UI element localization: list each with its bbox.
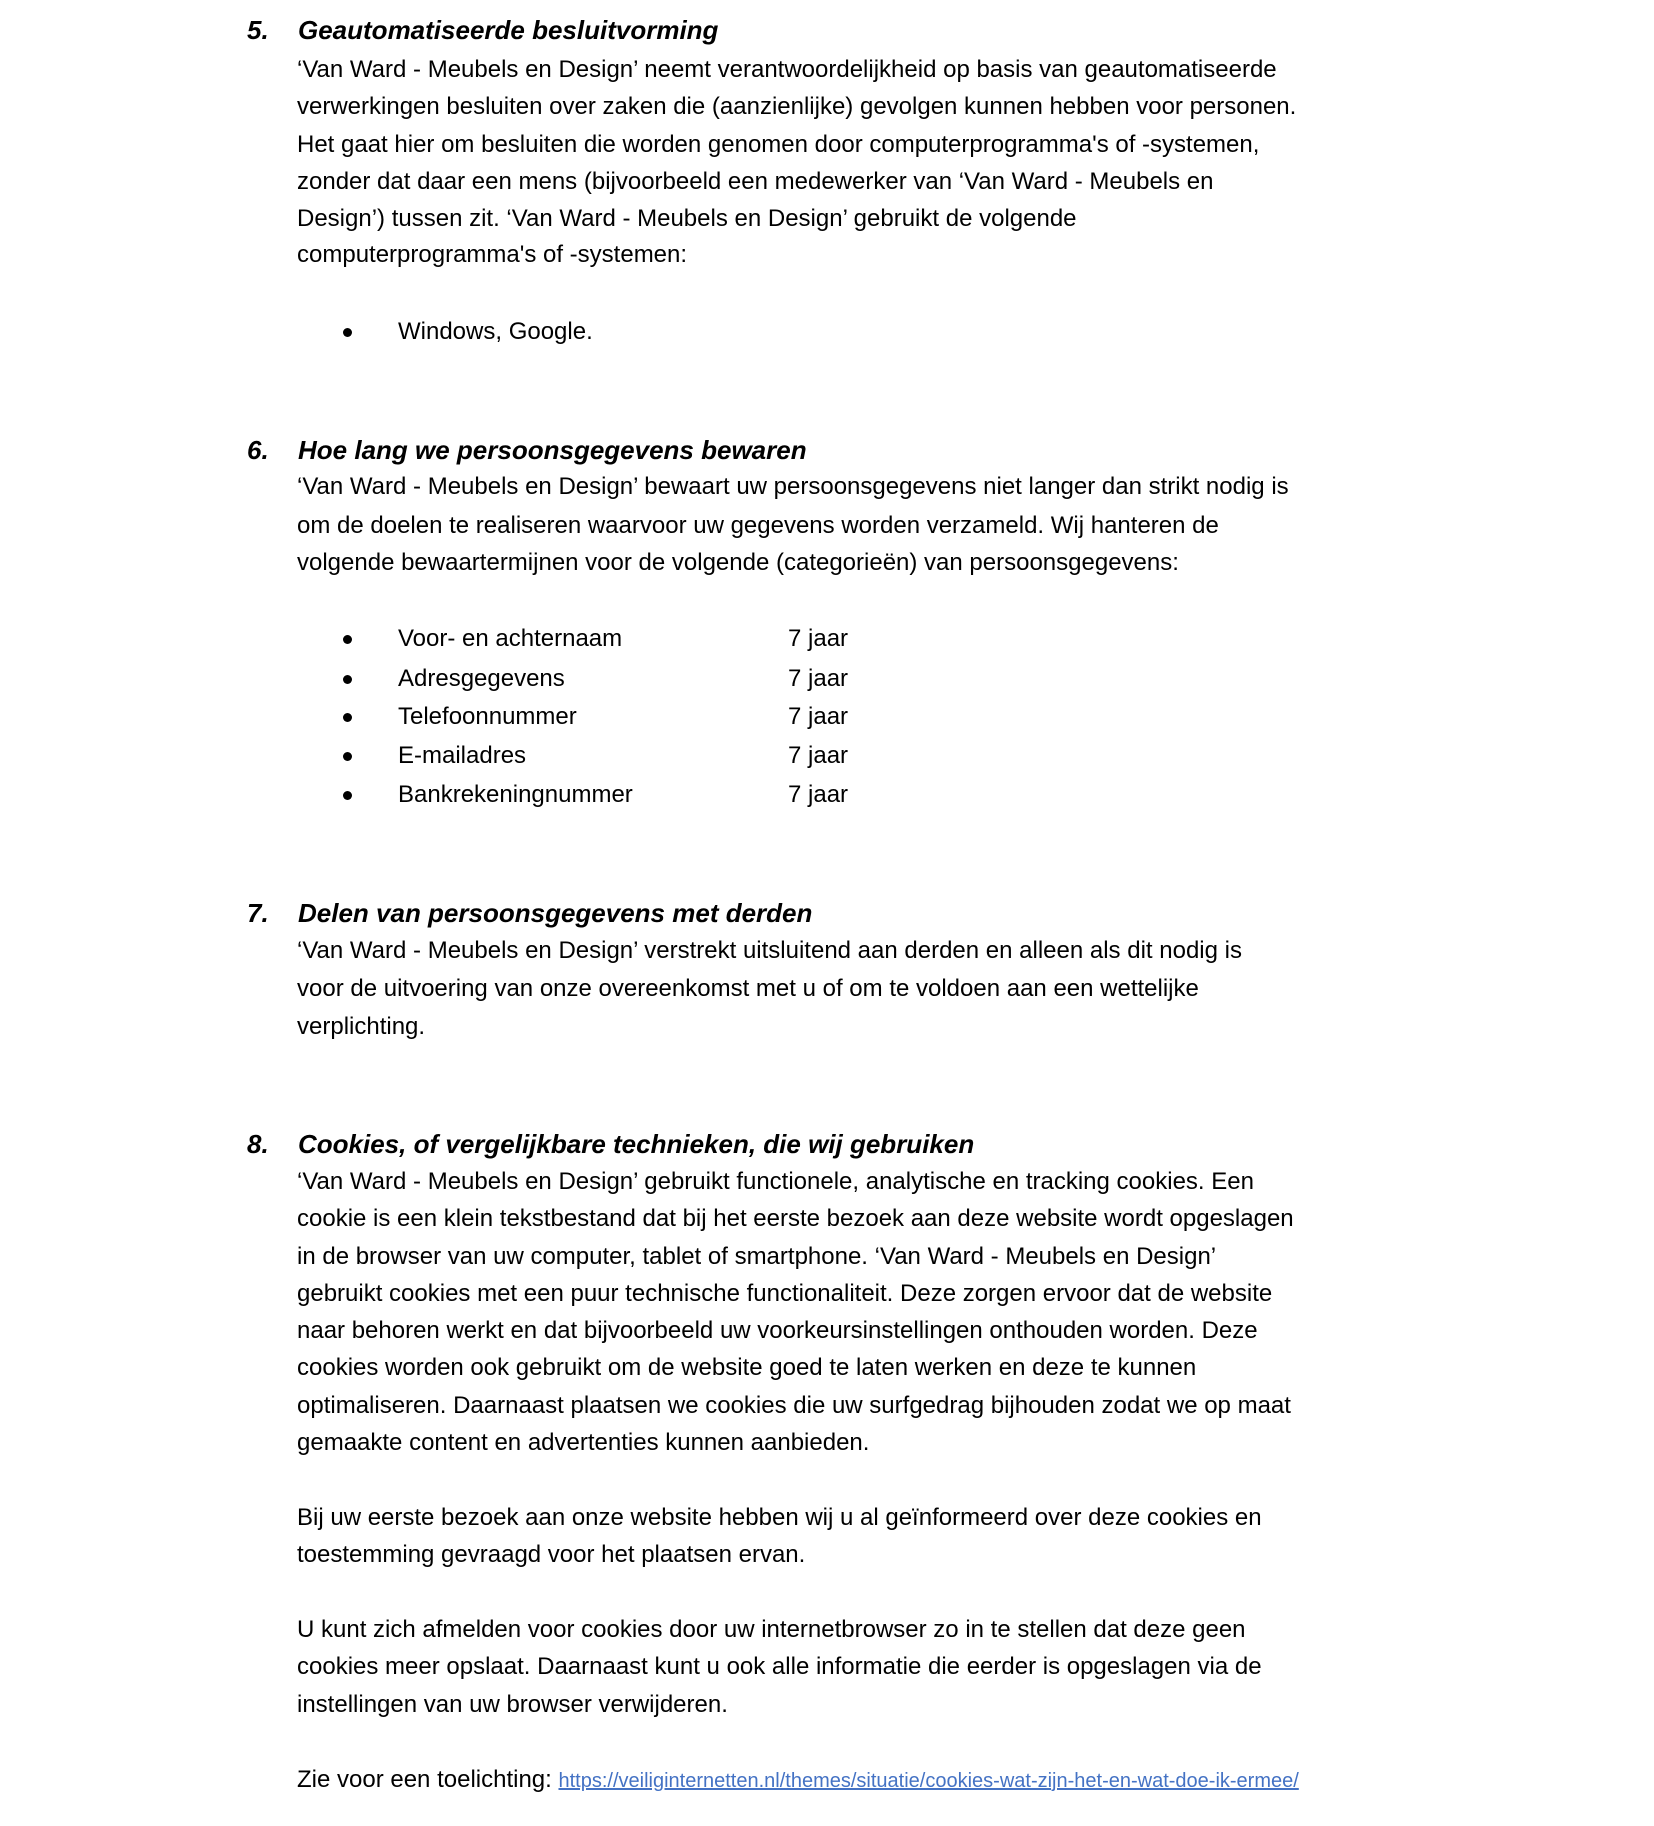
section-8-heading xyxy=(247,1125,974,1163)
section-title: Geautomatiseerde besluitvorming xyxy=(298,15,719,45)
section-number: 7. xyxy=(247,898,269,928)
paragraph-line: gemaakte content en advertenties kunnen aanbieden. xyxy=(297,1429,870,1456)
list-item-text: Windows, Google. xyxy=(398,318,593,345)
section-title: Hoe lang we persoonsgegevens bewaren xyxy=(298,435,807,465)
retention-category: Voor- en achternaam xyxy=(398,625,623,652)
section-number: 8. xyxy=(247,1129,269,1159)
retention-category: Adresgegevens xyxy=(398,665,565,692)
section-number: 5. xyxy=(247,15,269,45)
paragraph-line: ‘Van Ward - Meubels en Design’ verstrekt uitsluitend aan derden en alleen als dit nodig is xyxy=(297,937,1242,964)
paragraph-line: in de browser van uw computer, tablet of smartphone. ‘Van Ward - Meubels en Design’ xyxy=(297,1243,1217,1270)
section-title: Cookies, of vergelijkbare technieken, die wij gebruiken xyxy=(298,1129,975,1159)
paragraph-line: verplichting. xyxy=(297,1013,426,1040)
paragraph-line: verwerkingen besluiten over zaken die (aanzienlijke) gevolgen kunnen hebben voor personen. xyxy=(297,93,1297,120)
paragraph-line: Het gaat hier om besluiten die worden genomen door computerprogramma's of -systemen, xyxy=(297,131,1260,158)
paragraph-line: om de doelen te realiseren waarvoor uw gegevens worden verzameld. Wij hanteren de xyxy=(297,512,1219,539)
paragraph-line: instellingen van uw browser verwijderen. xyxy=(297,1691,728,1718)
bullet-icon xyxy=(343,328,352,337)
section-7-heading xyxy=(247,894,812,932)
bullet-icon xyxy=(343,713,352,722)
retention-period: 7 jaar xyxy=(788,665,849,692)
retention-period: 7 jaar xyxy=(788,625,849,652)
paragraph-line: toestemming gevraagd voor het plaatsen ervan. xyxy=(297,1541,806,1568)
cookies-info-link[interactable]: https://veiliginternetten.nl/themes/situatie/cookies-wat-zijn-het-en-wat-doe-ik-ermee/ xyxy=(558,1770,1299,1792)
section-6-heading xyxy=(247,431,807,469)
bullet-icon xyxy=(343,791,352,800)
paragraph-line: cookies meer opslaat. Daarnaast kunt u ook alle informatie die eerder is opgeslagen via de xyxy=(297,1653,1262,1680)
paragraph-line: computerprogramma's of -systemen: xyxy=(297,241,688,268)
paragraph-line: naar behoren werkt en dat bijvoorbeeld uw voorkeursinstellingen onthouden worden. Deze xyxy=(297,1317,1258,1344)
retention-category: Bankrekeningnummer xyxy=(398,781,633,808)
explanation-line xyxy=(297,1761,1299,1800)
retention-category: Telefoonnummer xyxy=(398,703,577,730)
paragraph-line: ‘Van Ward - Meubels en Design’ gebruikt functionele, analytische en tracking cookies. Een xyxy=(297,1168,1254,1195)
paragraph-line: volgende bewaartermijnen voor de volgende (categorieën) van persoonsgegevens: xyxy=(297,549,1179,576)
paragraph-line: cookie is een klein tekstbestand dat bij het eerste bezoek aan deze website wordt opgeslagen xyxy=(297,1205,1294,1232)
paragraph-line: U kunt zich afmelden voor cookies door uw internetbrowser zo in te stellen dat deze geen xyxy=(297,1616,1246,1643)
retention-period: 7 jaar xyxy=(788,703,849,730)
section-number: 6. xyxy=(247,435,269,465)
paragraph-line: zonder dat daar een mens (bijvoorbeeld een medewerker van ‘Van Ward - Meubels en xyxy=(297,168,1214,195)
paragraph-line: ‘Van Ward - Meubels en Design’ neemt verantwoordelijkheid op basis van geautomatiseerde xyxy=(297,56,1277,83)
paragraph-line: cookies worden ook gebruikt om de website goed te laten werken en deze te kunnen xyxy=(297,1354,1197,1381)
paragraph-line: voor de uitvoering van onze overeenkomst met u of om te voldoen aan een wettelijke xyxy=(297,975,1199,1002)
section-5-heading xyxy=(247,11,718,49)
bullet-icon xyxy=(343,675,352,684)
bullet-icon xyxy=(343,752,352,761)
explanation-label: Zie voor een toelichting: xyxy=(297,1766,552,1793)
bullet-icon xyxy=(343,635,352,644)
paragraph-line: Design’) tussen zit. ‘Van Ward - Meubels en Design’ gebruikt de volgende xyxy=(297,205,1077,232)
retention-period: 7 jaar xyxy=(788,781,849,808)
retention-category: E-mailadres xyxy=(398,742,527,769)
paragraph-line: gebruikt cookies met een puur technische functionaliteit. Deze zorgen ervoor dat de website xyxy=(297,1280,1273,1307)
paragraph-line: optimaliseren. Daarnaast plaatsen we cookies die uw surfgedrag bijhouden zodat we op maat xyxy=(297,1392,1291,1419)
retention-period: 7 jaar xyxy=(788,742,849,769)
section-title: Delen van persoonsgegevens met derden xyxy=(298,898,813,928)
paragraph-line: Bij uw eerste bezoek aan onze website hebben wij u al geïnformeerd over deze cookies en xyxy=(297,1504,1262,1531)
paragraph-line: ‘Van Ward - Meubels en Design’ bewaart uw persoonsgegevens niet langer dan strikt nodig is xyxy=(297,473,1289,500)
